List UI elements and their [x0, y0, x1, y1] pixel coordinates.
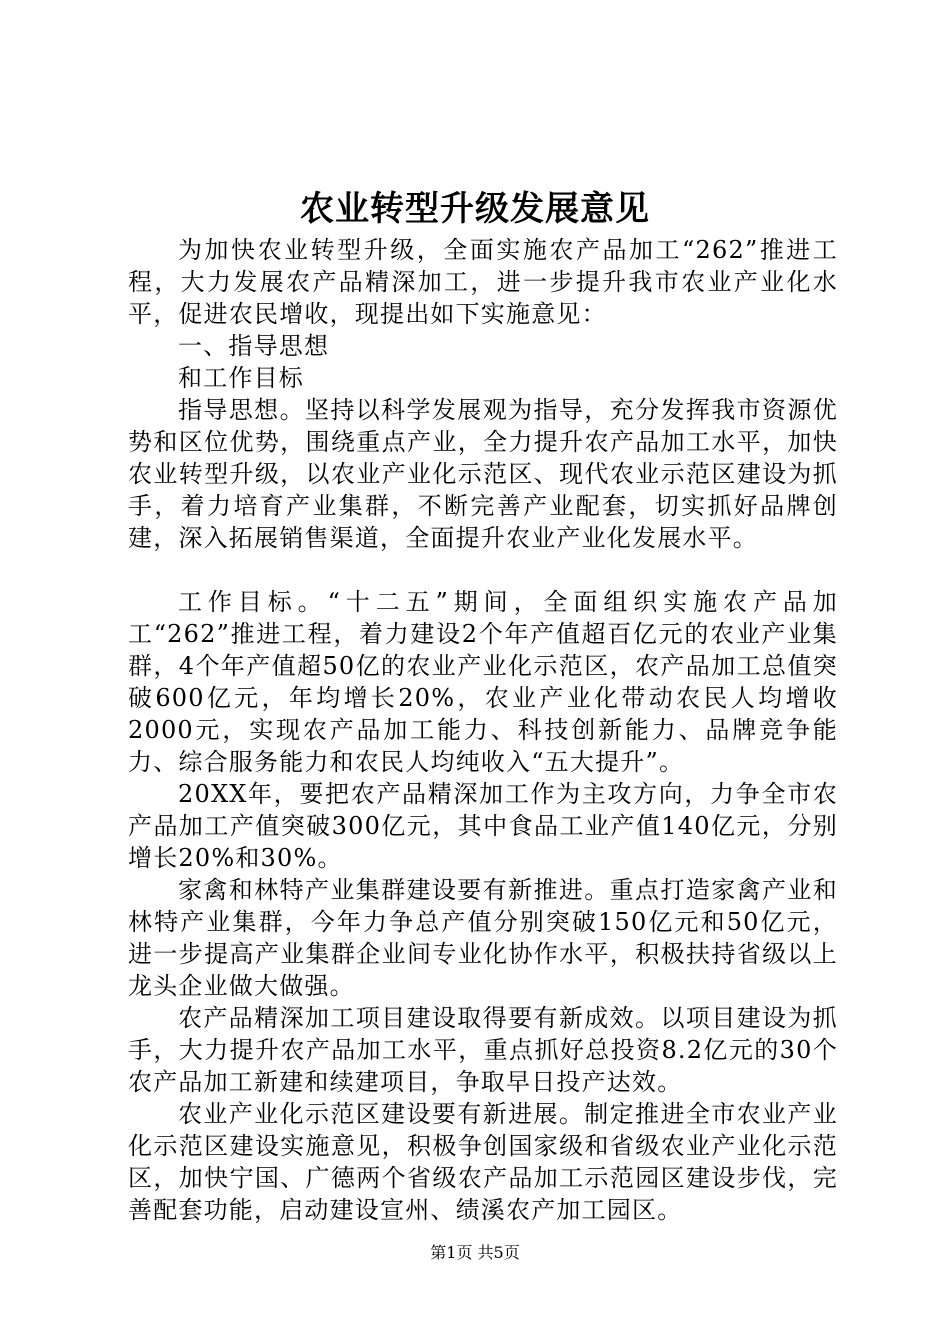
heading-guiding-ideology: 一、指导思想	[178, 332, 330, 360]
paragraph-work-goals: 工作目标。“十二五”期间，全面组织实施农产品加工“262”推进工程，着力建设2个年产值超百亿元的农业产业集群，4个年产值超50亿的农业产业化示范区，农产品加工总值突破600亿元，年均增长20%，农业产业化带动农民人均增收2000元，实现农产品加工能力、科技创新能力、品牌竞争能力、综合服务能力和农民人均纯收入“五大提升”。	[128, 588, 838, 776]
paragraph-processing-projects: 农产品精深加工项目建设取得要有新成效。以项目建设为抓手，大力提升农产品加工水平，重点抓好总投资8.2亿元的30个农产品加工新建和续建项目，争取早日投产达效。	[128, 1004, 838, 1096]
paragraph-intro: 为加快农业转型升级，全面实施农产品加工“262”推进工程，大力发展农产品精深加工，进一步提升我市农业产业化水平，促进农民增收，现提出如下实施意见：	[128, 236, 838, 328]
heading-work-goals: 和工作目标	[178, 364, 304, 392]
document-body	[128, 234, 838, 1226]
paragraph-demonstration-zone: 农业产业化示范区建设要有新进展。制定推进全市农业产业化示范区建设实施意见，积极争创国家级和省级农业产业化示范区，加快宁国、广德两个省级农产品加工示范园区建设步伐，完善配套功能，启动建设宣州、绩溪农产加工园区。	[128, 1100, 838, 1224]
paragraph-guiding-ideology: 指导思想。坚持以科学发展观为指导，充分发挥我市资源优势和区位优势，围绕重点产业，全力提升农产品加工水平，加快农业转型升级，以农业产业化示范区、现代农业示范区建设为抓手，着力培育产业集群，不断完善产业配套，切实抓好品牌创建，深入拓展销售渠道，全面提升农业产业化发展水平。	[128, 396, 838, 552]
paragraph-poultry-cluster: 家禽和林特产业集群建设要有新推进。重点打造家禽产业和林特产业集群，今年力争总产值分别突破150亿元和50亿元，进一步提高产业集群企业间专业化协作水平，积极扶持省级以上龙头企业做大做强。	[128, 876, 838, 1000]
paragraph-gap	[128, 554, 838, 586]
document-title: 农业转型升级发展意见	[300, 189, 650, 229]
page-footer: 第1页 共5页	[430, 1243, 520, 1262]
paragraph-year-plan: 20XX年，要把农产品精深加工作为主攻方向，力争全市农产品加工产值突破300亿元，其中食品工业产值140亿元，分别增长20%和30%。	[128, 780, 838, 872]
